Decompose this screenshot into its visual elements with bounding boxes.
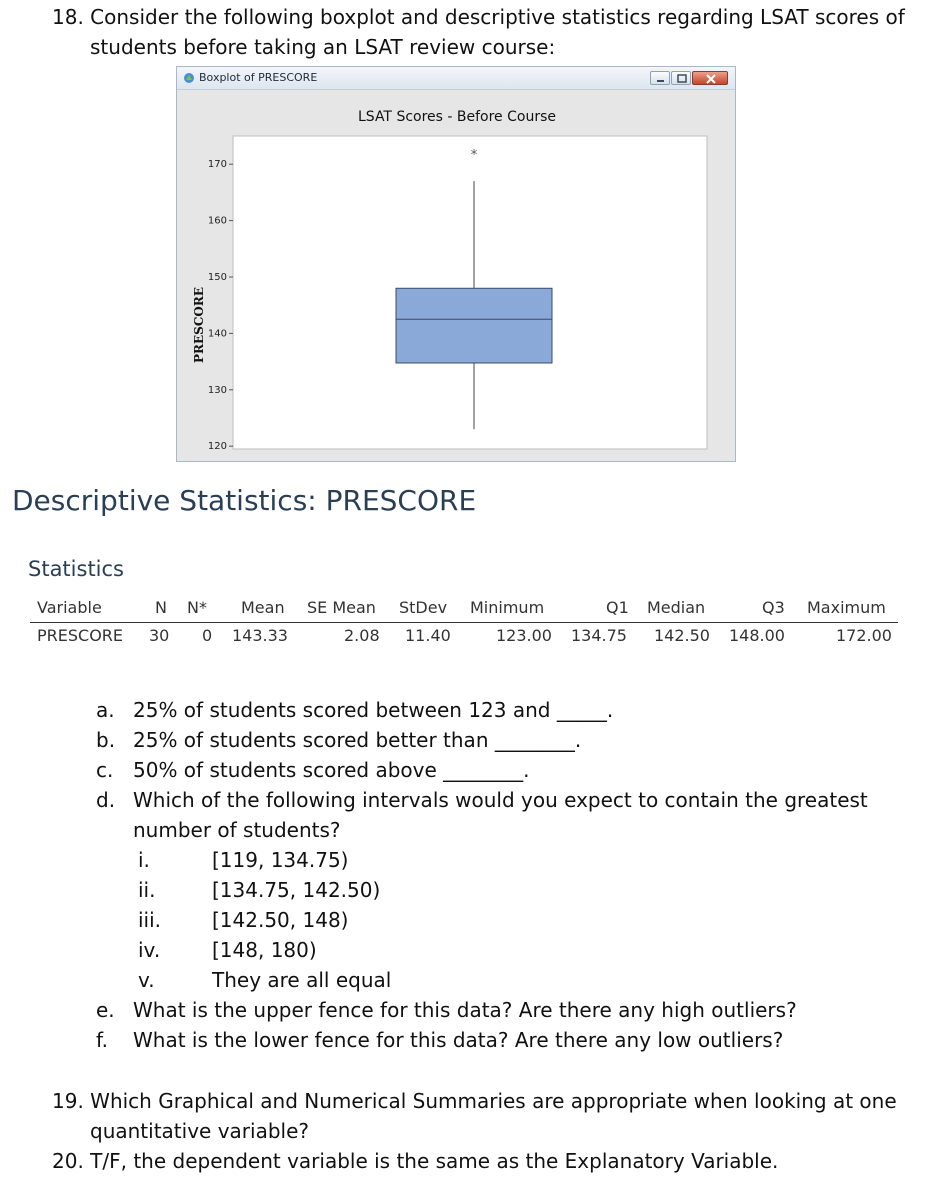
option-iv (96, 935, 916, 965)
question-19 (52, 1086, 922, 1146)
part-text: Which of the following intervals would you expect to contain the greatest (133, 788, 868, 812)
col-header: Variable (37, 598, 102, 617)
question-18-parts (96, 695, 916, 1055)
option-text: [134.75, 142.50) (212, 878, 381, 902)
part-d-continued (96, 815, 916, 845)
col-header: StDev (399, 598, 448, 617)
option-text: [142.50, 148) (212, 908, 349, 932)
part-e (96, 995, 916, 1025)
table-cell: PRESCORE (37, 626, 124, 645)
window-title: Boxplot of PRESCORE (199, 71, 318, 84)
col-header: SE Mean (307, 598, 376, 617)
col-header: Median (647, 598, 706, 617)
table-cell: 2.08 (344, 626, 380, 645)
descriptive-heading: Descriptive Statistics: PRESCORE (12, 484, 477, 517)
table-cell: 148.00 (729, 626, 785, 645)
table-cell: 30 (149, 626, 170, 645)
table-cell: 172.00 (836, 626, 892, 645)
part-label: e. (96, 998, 115, 1022)
option-text: [148, 180) (212, 938, 317, 962)
option-label: ii. (138, 878, 156, 902)
chart-title: LSAT Scores - Before Course (358, 109, 556, 125)
part-text: number of students? (133, 818, 341, 842)
y-tick-label: 150 (207, 271, 227, 283)
part-text: What is the upper fence for this data? Are there any high outliers? (133, 998, 797, 1022)
question-18 (52, 2, 922, 62)
option-label: v. (138, 968, 155, 992)
option-text: [119, 134.75) (212, 848, 349, 872)
table-cell: 0 (202, 626, 213, 645)
part-b (96, 725, 916, 755)
question-18-text: 18. Consider the following boxplot and descriptive statistics regarding LSAT scores of students before taking an LSAT review course: (52, 5, 905, 59)
option-label: iv. (138, 938, 161, 962)
part-label: b. (96, 728, 116, 752)
statistics-subheading: Statistics (28, 557, 124, 581)
y-axis-label: PRESCORE (192, 287, 206, 363)
table-cell: 142.50 (654, 626, 710, 645)
col-header: Q1 (606, 598, 629, 617)
col-header: Maximum (807, 598, 886, 617)
option-text: They are all equal (212, 968, 392, 992)
window-titlebar[interactable] (177, 67, 735, 90)
part-text: What is the lower fence for this data? Are there any low outliers? (133, 1028, 784, 1052)
table-cell: 123.00 (496, 626, 552, 645)
col-header: N (155, 598, 167, 617)
y-tick-label: 160 (207, 215, 227, 227)
option-iii (96, 905, 916, 935)
part-label: f. (96, 1028, 108, 1052)
col-header: Q3 (762, 598, 785, 617)
part-d (96, 785, 916, 815)
part-label: d. (96, 788, 116, 812)
part-text: 50% of students scored above ________. (133, 758, 530, 782)
y-tick-label: 170 (207, 159, 227, 171)
statistics-table (30, 596, 900, 654)
option-label: iii. (138, 908, 162, 932)
boxplot-chart (177, 89, 735, 461)
boxplot-window (176, 66, 736, 462)
y-tick-label: 130 (207, 384, 227, 396)
option-v (96, 965, 916, 995)
part-text: 25% of students scored between 123 and _____. (133, 698, 614, 722)
part-label: a. (96, 698, 115, 722)
part-c (96, 755, 916, 785)
table-cell: 11.40 (405, 626, 451, 645)
col-header: Minimum (470, 598, 545, 617)
table-divider (30, 622, 898, 623)
part-label: c. (96, 758, 114, 782)
maximize-icon[interactable] (671, 71, 691, 85)
option-ii (96, 875, 916, 905)
table-cell: 143.33 (232, 626, 288, 645)
option-i (96, 845, 916, 875)
question-20-text: 20. T/F, the dependent variable is the same as the Explanatory Variable. (52, 1149, 779, 1173)
outlier-point: * (470, 147, 478, 163)
option-label: i. (138, 848, 150, 872)
iqr-box (396, 288, 552, 363)
col-header: Mean (241, 598, 285, 617)
part-text: 25% of students scored better than ________. (133, 728, 582, 752)
col-header: N* (187, 598, 207, 617)
part-f (96, 1025, 916, 1055)
question-20 (52, 1146, 922, 1176)
close-icon[interactable] (692, 71, 728, 85)
question-19-text: 19. Which Graphical and Numerical Summaries are appropriate when looking at one quantitative variable? (52, 1089, 897, 1143)
y-tick-label: 120 (207, 441, 227, 453)
table-cell: 134.75 (571, 626, 627, 645)
minimize-icon[interactable] (650, 71, 670, 85)
minitab-graph-icon (183, 72, 195, 84)
part-a (96, 695, 916, 725)
y-tick-label: 140 (207, 328, 227, 340)
